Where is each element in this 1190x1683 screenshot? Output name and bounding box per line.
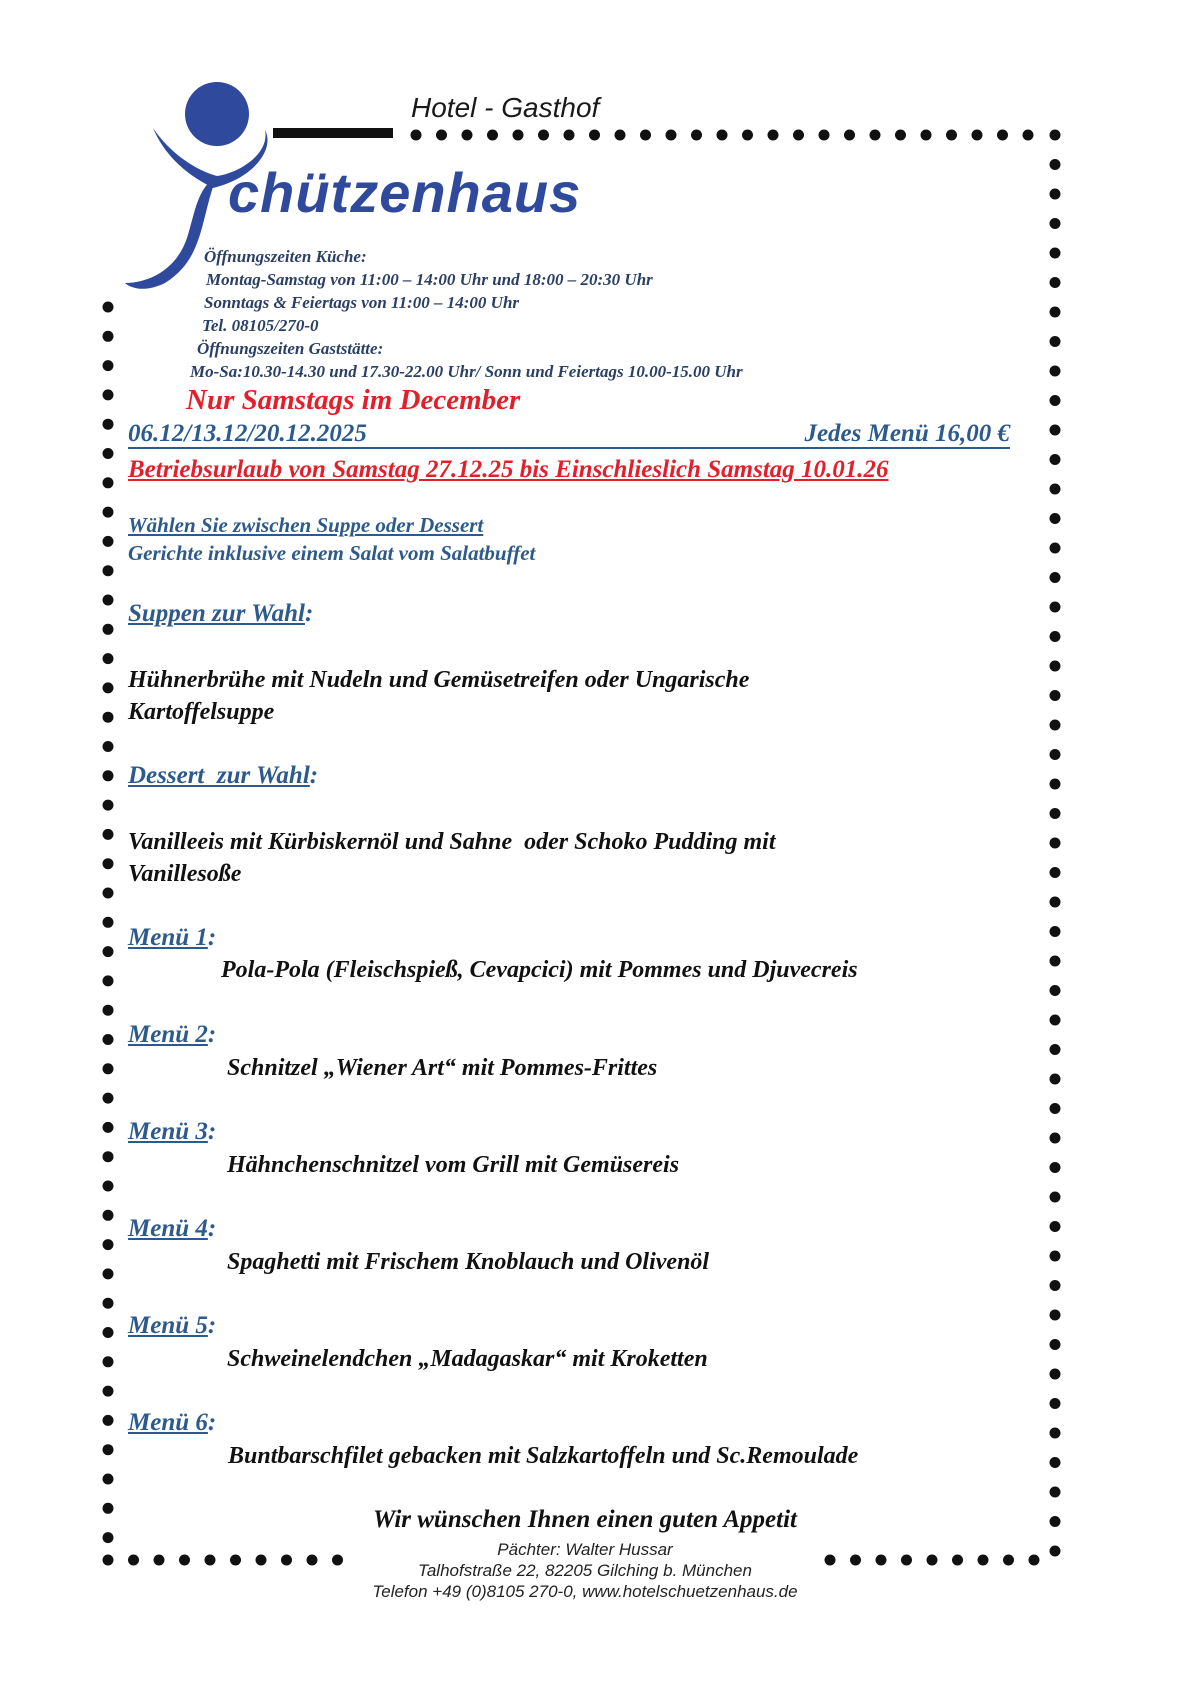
border-dot <box>1050 867 1061 878</box>
border-dot <box>1050 1221 1061 1232</box>
border-dot <box>103 1210 114 1221</box>
border-dot <box>1050 277 1061 288</box>
border-dot <box>1050 159 1061 170</box>
border-dot <box>103 389 114 400</box>
phone-number: Tel. 08105/270-0 <box>202 316 319 335</box>
border-dot <box>103 419 114 430</box>
pub-hours-times: Mo-Sa:10.30-14.30 und 17.30-22.00 Uhr/ Sonn und Feiertags 10.00-15.00 Uhr <box>190 362 743 381</box>
border-dot <box>103 975 114 986</box>
border-dot <box>1050 720 1061 731</box>
border-dot <box>1050 985 1061 996</box>
border-dot <box>1050 1369 1061 1380</box>
border-dot <box>103 565 114 576</box>
address: Talhofstraße 22, 82205 Gilching b. München <box>418 1561 752 1580</box>
border-dot <box>103 624 114 635</box>
border-dot <box>103 1151 114 1162</box>
border-dot <box>1050 1251 1061 1262</box>
menu-1-heading: Menü 1: <box>128 924 217 951</box>
border-dot <box>895 130 906 141</box>
border-dot <box>1050 454 1061 465</box>
border-dot <box>103 331 114 342</box>
border-dot <box>1050 690 1061 701</box>
border-dot <box>564 130 575 141</box>
soups-line-2: Kartoffelsuppe <box>128 699 275 725</box>
border-dot <box>103 682 114 693</box>
border-dot <box>1050 336 1061 347</box>
border-dot <box>103 653 114 664</box>
border-dot <box>615 130 626 141</box>
border-dot <box>1050 779 1061 790</box>
desserts-line-2: Vanillesoße <box>128 861 242 887</box>
border-dot <box>103 477 114 488</box>
border-dot <box>103 1386 114 1397</box>
border-dot <box>1050 661 1061 672</box>
border-dot <box>1050 1133 1061 1144</box>
border-dot <box>1050 1044 1061 1055</box>
hotel-gasthof-label: Hotel - Gasthof <box>411 92 600 123</box>
kitchen-hours-weekday: Montag-Samstag von 11:00 – 14:00 Uhr und 18:00 – 20:30 Uhr <box>206 270 653 289</box>
border-dot <box>717 130 728 141</box>
border-dot <box>1050 808 1061 819</box>
border-dot <box>103 1239 114 1250</box>
border-dot <box>538 130 549 141</box>
border-dot <box>666 130 677 141</box>
border-dot <box>103 917 114 928</box>
border-dot <box>1050 189 1061 200</box>
border-dot <box>1050 1103 1061 1114</box>
menu-6-heading: Menü 6: <box>128 1409 217 1436</box>
border-dot <box>1050 395 1061 406</box>
border-dot <box>1050 130 1061 141</box>
border-dot <box>1050 248 1061 259</box>
border-dot <box>103 1063 114 1074</box>
border-dot <box>870 130 881 141</box>
border-dot <box>1050 366 1061 377</box>
border-dot <box>819 130 830 141</box>
border-dot <box>1050 749 1061 760</box>
saturdays-notice: Nur Samstags im December <box>186 384 521 416</box>
menu-2-heading: Menü 2: <box>128 1021 217 1048</box>
border-dot <box>1050 1015 1061 1026</box>
border-dot <box>103 448 114 459</box>
border-dot <box>1050 513 1061 524</box>
border-dot <box>1050 425 1061 436</box>
border-dot <box>103 1005 114 1016</box>
kitchen-hours-sunday: Sonntags & Feiertags von 11:00 – 14:00 Uhr <box>204 293 520 312</box>
menu-1-dish: Pola-Pola (Fleischspieß, Cevapcici) mit Pommes und Djuvecreis <box>221 957 858 983</box>
menu-4-heading: Menü 4: <box>128 1215 217 1242</box>
border-dot <box>1050 926 1061 937</box>
border-dot <box>1050 1487 1061 1498</box>
desserts-heading: Dessert zur Wahl: <box>128 762 319 789</box>
border-dot <box>1050 1428 1061 1439</box>
border-dot <box>462 130 473 141</box>
border-dot <box>103 536 114 547</box>
tenant-name: Pächter: Walter Hussar <box>497 1540 673 1559</box>
border-dot <box>103 1356 114 1367</box>
border-dot <box>103 858 114 869</box>
menu-2-label: Menü 2 <box>128 1021 208 1048</box>
border-dot <box>1050 1310 1061 1321</box>
border-dot <box>103 770 114 781</box>
border-dot <box>793 130 804 141</box>
menu-5-dish: Schweinelendchen „Madagaskar“ mit Kroketten <box>227 1346 708 1372</box>
soups-heading: Suppen zur Wahl: <box>128 600 314 627</box>
desserts-line-1: Vanilleeis mit Kürbiskernöl und Sahne oder Schoko Pudding mit <box>128 829 776 855</box>
border-dot <box>1050 838 1061 849</box>
menu-6-dish: Buntbarschfilet gebacken mit Salzkartoffeln und Sc.Remoulade <box>228 1443 859 1469</box>
menu-4-label: Menü 4 <box>128 1215 208 1242</box>
border-dot <box>1050 1457 1061 1468</box>
menu-4-dish: Spaghetti mit Frischem Knoblauch und Olivenöl <box>227 1249 710 1275</box>
salad-info: Gerichte inklusive einem Salat vom Salatbuffet <box>128 541 536 565</box>
border-dot <box>103 800 114 811</box>
border-dot <box>946 130 957 141</box>
border-dot <box>103 1268 114 1279</box>
menu-3-dish: Hähnchenschnitzel vom Grill mit Gemüsereis <box>227 1152 680 1178</box>
border-dot <box>103 302 114 313</box>
border-dot <box>1050 484 1061 495</box>
holiday-notice: Betriebsurlaub von Samstag 27.12.25 bis Einschlieslich Samstag 10.01.26 <box>128 456 889 483</box>
border-dot <box>103 1034 114 1045</box>
border-dot <box>103 1093 114 1104</box>
border-dot <box>1050 1280 1061 1291</box>
border-dot <box>103 1444 114 1455</box>
pub-hours-title: Öffnungszeiten Gaststätte: <box>197 339 384 358</box>
border-dot <box>1050 956 1061 967</box>
border-dot <box>1050 1074 1061 1085</box>
border-dot <box>742 130 753 141</box>
menu-6-label: Menü 6 <box>128 1409 208 1436</box>
border-dot <box>103 741 114 752</box>
border-dot <box>1050 572 1061 583</box>
price: Jedes Menü 16,00 € <box>804 420 1010 447</box>
border-dot <box>436 130 447 141</box>
menu-2-dish: Schnitzel „Wiener Art“ mit Pommes-Frittes <box>227 1055 658 1081</box>
dates: 06.12/13.12/20.12.2025 <box>128 420 367 447</box>
brand-name: chützenhaus <box>228 161 582 224</box>
dates-price-line <box>128 421 1010 449</box>
border-dot <box>1050 1339 1061 1350</box>
menu-1-label: Menü 1 <box>128 924 208 951</box>
contact-line: Telefon +49 (0)8105 270-0, www.hotelschuetzenhaus.de <box>372 1582 798 1601</box>
choose-info: Wählen Sie zwischen Suppe oder Dessert <box>128 513 484 537</box>
border-dot <box>103 1474 114 1485</box>
border-dot <box>103 507 114 518</box>
border-dot <box>1050 1162 1061 1173</box>
border-dot <box>1050 218 1061 229</box>
border-dot <box>1050 1398 1061 1409</box>
border-dot <box>103 1181 114 1192</box>
border-dot <box>1050 602 1061 613</box>
appetite-wish: Wir wünschen Ihnen einen guten Appetit <box>373 1506 797 1533</box>
menu-3-label: Menü 3 <box>128 1118 208 1145</box>
border-dot <box>1050 543 1061 554</box>
border-dot <box>589 130 600 141</box>
desserts-title: Dessert zur Wahl <box>128 762 310 789</box>
border-dot <box>103 829 114 840</box>
border-dot <box>103 360 114 371</box>
border-dot <box>768 130 779 141</box>
menu-5-heading: Menü 5: <box>128 1312 217 1339</box>
border-dot <box>103 1298 114 1309</box>
soups-title: Suppen zur Wahl <box>128 600 305 627</box>
border-dot <box>103 595 114 606</box>
menu-3-heading: Menü 3: <box>128 1118 217 1145</box>
kitchen-hours-title: Öffnungszeiten Küche: <box>204 247 367 266</box>
border-dot <box>513 130 524 141</box>
border-dot <box>1050 897 1061 908</box>
border-dot <box>972 130 983 141</box>
border-dot <box>103 1122 114 1133</box>
border-dot <box>1050 631 1061 642</box>
border-dot <box>640 130 651 141</box>
border-dot <box>411 130 422 141</box>
border-dot <box>1050 307 1061 318</box>
border-dot <box>1050 1192 1061 1203</box>
border-dot <box>487 130 498 141</box>
border-dot <box>103 1327 114 1338</box>
border-dot <box>921 130 932 141</box>
menu-5-label: Menü 5 <box>128 1312 208 1339</box>
soups-line-1: Hühnerbrühe mit Nudeln und Gemüsetreifen oder Ungarische <box>128 667 750 693</box>
border-dot <box>997 130 1008 141</box>
border-dot <box>103 712 114 723</box>
border-dot <box>691 130 702 141</box>
border-dot <box>103 1415 114 1426</box>
border-dot <box>103 888 114 899</box>
border-dot <box>1023 130 1034 141</box>
border-dot <box>844 130 855 141</box>
border-dot <box>103 946 114 957</box>
